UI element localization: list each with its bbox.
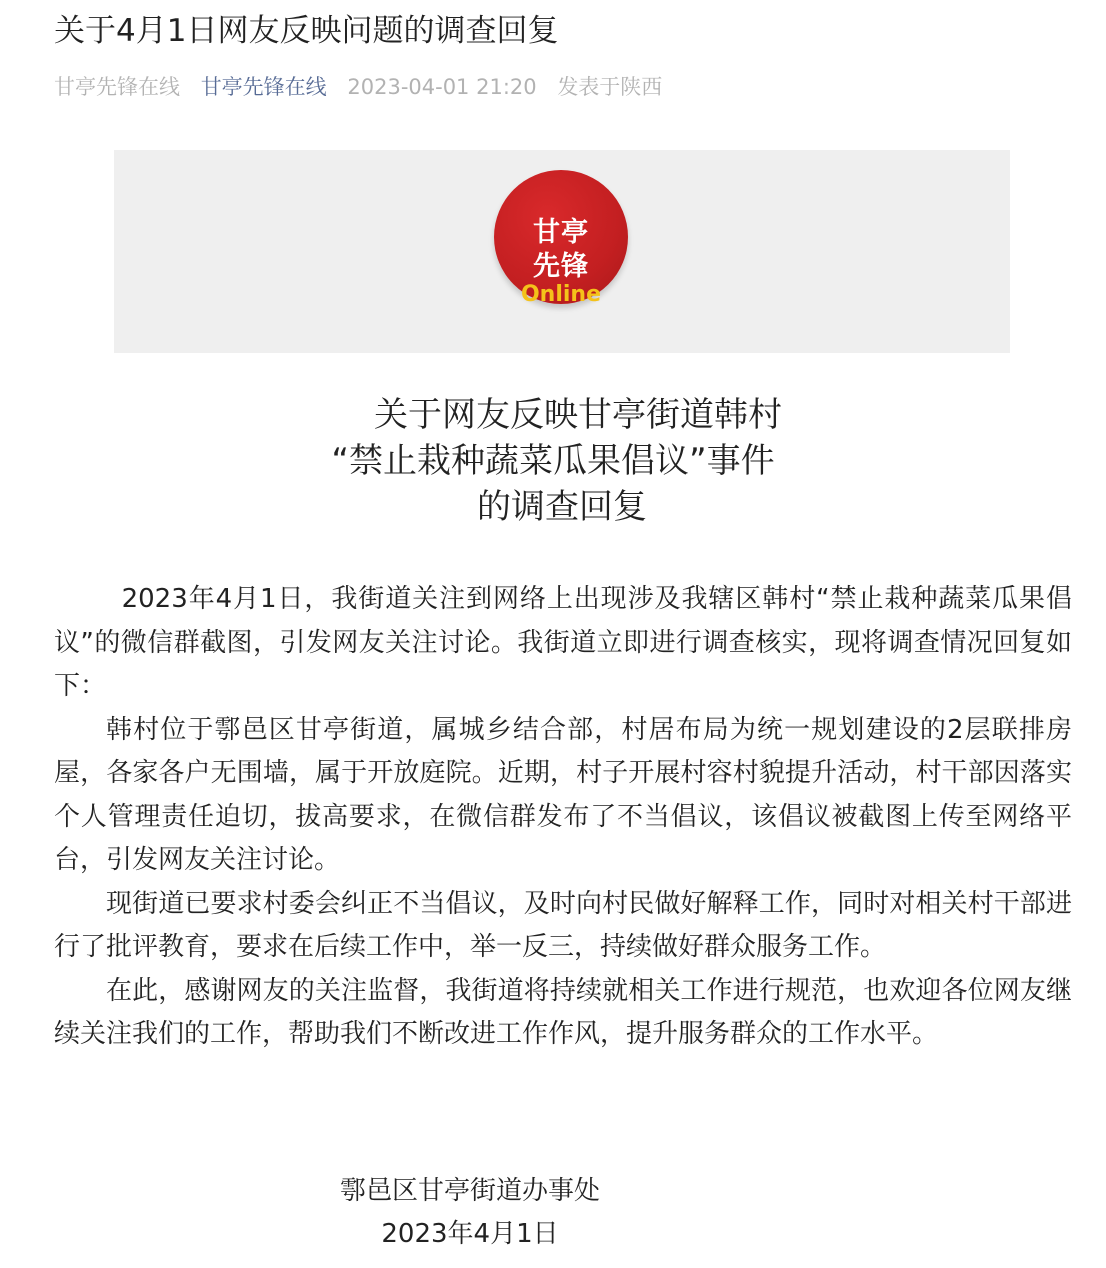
logo-text-line2: 先锋	[533, 251, 589, 282]
banner-image	[114, 150, 1010, 353]
signature-date: 2023年4月1日	[381, 1219, 559, 1249]
document-body	[54, 578, 1072, 1057]
body-paragraph: 在此，感谢网友的关注监督，我街道将持续就相关工作进行规范，也欢迎各位网友继续关注我们的工作，帮助我们不断改进工作作风，提升服务群众的工作水平。	[54, 975, 1072, 1049]
logo-text-line3: Online	[520, 282, 602, 307]
publish-location: 发表于陕西	[557, 75, 663, 99]
publish-datetime: 2023-04-01 21:20	[347, 75, 537, 99]
article-meta	[54, 70, 676, 104]
document-signature	[0, 1170, 940, 1256]
document-title-line: 关于网友反映甘亭街道韩村	[374, 395, 782, 435]
article-title: 关于4月1日网友反映问题的调查回复	[54, 13, 559, 49]
document-title-line: “禁止栽种蔬菜瓜果倡议”事件	[331, 441, 775, 481]
account-name-link[interactable]: 甘亭先锋在线	[200, 75, 327, 99]
signature-org: 鄠邑区甘亭街道办事处	[339, 1176, 600, 1206]
author-name: 甘亭先锋在线	[54, 75, 180, 99]
body-paragraph: 2023年4月1日，我街道关注到网络上出现涉及我辖区韩村“禁止栽种蔬菜瓜果倡议”的微信群截图，引发网友关注讨论。我街道立即进行调查核实，现将调查情况回复如下：	[54, 584, 1072, 701]
document-title	[0, 392, 1106, 530]
body-paragraph: 现街道已要求村委会纠正不当倡议，及时向村民做好解释工作，同时对相关村干部进行了批评教育，要求在后续工作中，举一反三，持续做好群众服务工作。	[54, 888, 1072, 962]
logo-text-line1: 甘亭	[533, 217, 589, 248]
body-paragraph: 韩村位于鄠邑区甘亭街道，属城乡结合部，村居布局为统一规划建设的2层联排房屋，各家各户无围墙，属于开放庭院。近期，村子开展村容村貌提升活动，村干部因落实个人管理责任迫切，拔高要求，在微信群发布了不当倡议，该倡议被截图上传至网络平台，引发网友关注讨论。	[54, 714, 1072, 875]
document-title-line: 的调查回复	[477, 487, 647, 527]
ganting-xianfeng-logo	[494, 170, 628, 307]
